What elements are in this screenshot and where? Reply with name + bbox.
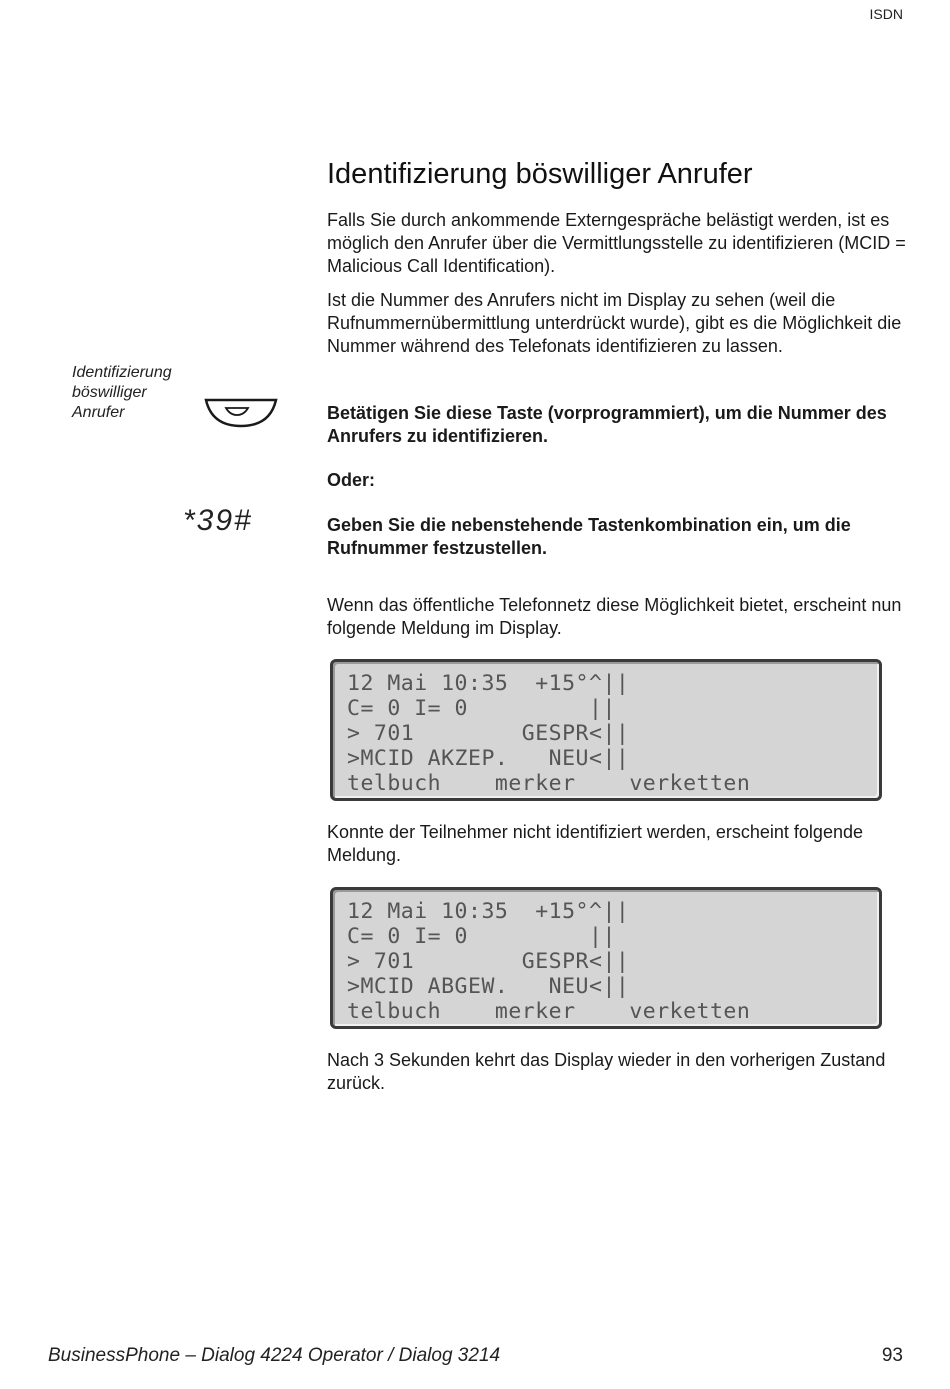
enter-combination-instruction: Geben Sie die nebenstehende Tastenkombination ein, um die Rufnummer festzustellen. bbox=[327, 515, 851, 558]
lcd-line: > 701 GESPR<|| bbox=[347, 949, 630, 974]
lcd-display-accepted bbox=[330, 659, 882, 801]
header-section-label: ISDN bbox=[869, 6, 903, 22]
number-hidden-paragraph: Ist die Nummer des Anrufers nicht im Display zu sehen (weil die Rufnummernübermittlung unterdrückt wurde), gibt es die Möglichkeit die Nummer während des Telefonats identifizieren zu lassen. bbox=[327, 290, 902, 356]
after-3-seconds-paragraph: Nach 3 Sekunden kehrt das Display wieder in den vorherigen Zustand zurück. bbox=[327, 1050, 886, 1093]
intro-paragraph: Falls Sie durch ankommende Externgespräche belästigt werden, ist es möglich den Anrufer über die Vermittlungsstelle zu identifizieren (MCID = Malicious Call Identification). bbox=[327, 210, 906, 276]
margin-note-line: Anrufer bbox=[72, 404, 125, 421]
lcd-line: >MCID ABGEW. NEU<|| bbox=[347, 974, 630, 999]
page-number: 93 bbox=[881, 1345, 903, 1366]
footer-title: BusinessPhone – Dialog 4224 Operator / Dialog 3214 bbox=[48, 1345, 501, 1366]
lcd-line: telbuch merker verketten bbox=[347, 999, 751, 1024]
lcd-line: telbuch merker verketten bbox=[347, 771, 751, 796]
programmable-key-icon bbox=[204, 398, 278, 428]
margin-note-line: Identifizierung bbox=[72, 364, 172, 381]
margin-note bbox=[72, 363, 192, 423]
key-combination: *39# bbox=[183, 504, 253, 537]
lcd-line: 12 Mai 10:35 +15°^|| bbox=[347, 671, 630, 696]
lcd-line: > 701 GESPR<|| bbox=[347, 721, 630, 746]
not-identified-paragraph: Konnte der Teilnehmer nicht identifiziert werden, erscheint folgende Meldung. bbox=[327, 822, 863, 865]
or-label: Oder: bbox=[327, 470, 376, 490]
network-offers-paragraph: Wenn das öffentliche Telefonnetz diese Möglichkeit bietet, erscheint nun folgende Meldung im Display. bbox=[327, 595, 902, 638]
margin-note-line: böswilliger bbox=[72, 384, 147, 401]
lcd-line: 12 Mai 10:35 +15°^|| bbox=[347, 899, 630, 924]
page-title: Identifizierung böswilliger Anrufer bbox=[327, 158, 753, 190]
lcd-display-rejected bbox=[330, 887, 882, 1029]
lcd-line: >MCID AKZEP. NEU<|| bbox=[347, 746, 630, 771]
lcd-line: C= 0 I= 0 || bbox=[347, 696, 616, 721]
lcd-line: C= 0 I= 0 || bbox=[347, 924, 616, 949]
press-key-instruction: Betätigen Sie diese Taste (vorprogrammiert), um die Nummer des Anrufers zu identifizieren. bbox=[327, 403, 887, 446]
